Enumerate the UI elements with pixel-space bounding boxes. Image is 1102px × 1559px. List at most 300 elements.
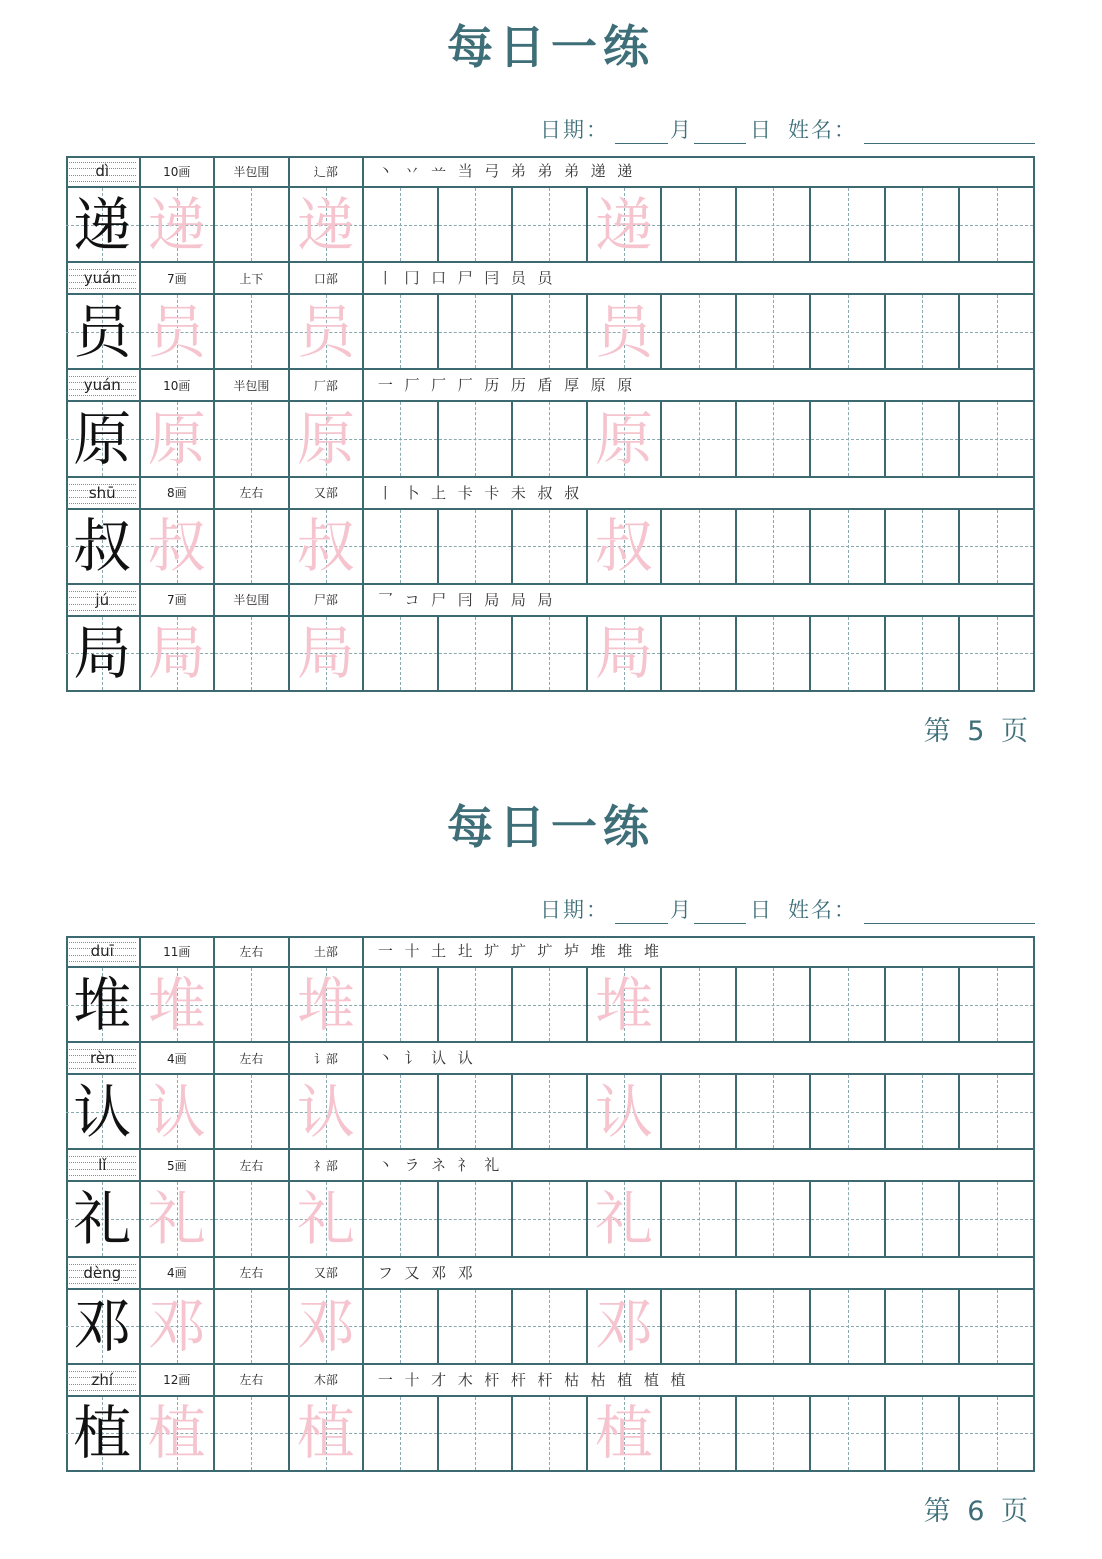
stroke-step: 未 xyxy=(510,483,526,502)
model-character: 邓 xyxy=(73,1292,132,1361)
character-block xyxy=(66,1258,1035,1365)
structure: 左右 xyxy=(239,1373,264,1388)
trace-character: 礼 xyxy=(595,1184,654,1253)
practice-cell xyxy=(811,1182,886,1257)
practice-cell xyxy=(811,295,886,370)
stroke-count: 7画 xyxy=(166,593,187,608)
practice-cell xyxy=(811,402,886,477)
structure: 左右 xyxy=(239,1266,264,1281)
stroke-step: 又 xyxy=(404,1263,420,1282)
trace-character: 原 xyxy=(147,404,206,473)
page-number: 第 5 页 xyxy=(923,716,1032,747)
trace-character-cell xyxy=(588,1182,663,1257)
trace-character-cell xyxy=(290,402,365,477)
practice-cell xyxy=(513,510,588,585)
stroke-step: 尸 xyxy=(431,590,447,609)
trace-character-cell xyxy=(141,402,216,477)
stroke-step: 䒑 xyxy=(431,162,447,180)
trace-character-cell xyxy=(588,188,663,263)
stroke-count: 5画 xyxy=(166,1158,187,1173)
practice-cell xyxy=(886,188,961,263)
stroke-step: 递 xyxy=(617,162,633,180)
stroke-count-cell xyxy=(141,263,216,295)
trace-character: 植 xyxy=(296,1399,355,1468)
stroke-count-cell xyxy=(141,1043,216,1075)
practice-cell xyxy=(513,617,588,692)
stroke-count-cell xyxy=(141,1258,216,1290)
trace-character-cell xyxy=(588,617,663,692)
radical-cell xyxy=(290,1365,365,1397)
stroke-step: 丨 xyxy=(377,269,393,288)
trace-character-cell xyxy=(588,1397,663,1472)
trace-character: 植 xyxy=(595,1399,654,1468)
trace-character-cell xyxy=(141,1290,216,1365)
stroke-step: 历 xyxy=(484,376,500,395)
stroke-step: 丨 xyxy=(377,483,393,502)
character-block xyxy=(66,585,1035,692)
trace-character: 植 xyxy=(147,1399,206,1468)
trace-character: 原 xyxy=(595,404,654,473)
character-block xyxy=(66,1365,1035,1472)
pinyin: dì xyxy=(95,162,110,180)
pinyin-cell xyxy=(66,156,141,188)
pinyin-cell xyxy=(66,1258,141,1290)
pinyin: yuán xyxy=(83,269,121,288)
stroke-count: 4画 xyxy=(166,1051,187,1066)
practice-cell xyxy=(662,1397,737,1472)
model-character-cell xyxy=(66,1075,141,1150)
pinyin-cell xyxy=(66,1043,141,1075)
stroke-step: 弓 xyxy=(484,162,500,180)
practice-cell xyxy=(662,402,737,477)
trace-character-cell xyxy=(290,1075,365,1150)
stroke-step: 冃 xyxy=(457,590,473,609)
model-character-cell xyxy=(66,188,141,263)
stroke-step: 递 xyxy=(590,162,606,180)
trace-character: 堆 xyxy=(296,970,355,1039)
stroke-step: ラ xyxy=(404,1156,420,1175)
practice-cell xyxy=(364,295,439,370)
structure: 左右 xyxy=(239,486,264,501)
day-blank xyxy=(694,143,746,144)
trace-character-cell xyxy=(141,188,216,263)
radical: 厂部 xyxy=(313,378,338,393)
stroke-count: 4画 xyxy=(166,1266,187,1281)
practice-cell xyxy=(364,1075,439,1150)
radical-cell xyxy=(290,1043,365,1075)
model-character-cell xyxy=(66,295,141,370)
model-character: 认 xyxy=(73,1077,132,1146)
practice-cell xyxy=(364,510,439,585)
stroke-step: ネ xyxy=(431,1156,447,1175)
model-character-cell xyxy=(66,1397,141,1472)
structure: 半包围 xyxy=(233,164,270,179)
stroke-count-cell xyxy=(141,156,216,188)
trace-character: 邓 xyxy=(296,1292,355,1361)
page-number: 第 6 页 xyxy=(923,1496,1032,1527)
radical: 又部 xyxy=(313,486,338,501)
trace-character-cell xyxy=(290,1397,365,1472)
practice-cell xyxy=(737,1397,812,1472)
trace-character: 叔 xyxy=(595,512,654,581)
structure: 左右 xyxy=(239,1158,264,1173)
practice-cell xyxy=(886,1290,961,1365)
stroke-step: 上 xyxy=(431,483,447,502)
stroke-step: 员 xyxy=(510,269,526,288)
radical: 又部 xyxy=(313,1266,338,1281)
practice-cell xyxy=(215,510,290,585)
trace-character: 认 xyxy=(147,1077,206,1146)
stroke-order-cell xyxy=(364,1365,1035,1397)
name-blank xyxy=(864,923,1035,924)
character-block xyxy=(66,1150,1035,1257)
trace-character-cell xyxy=(290,510,365,585)
practice-cell xyxy=(737,1290,812,1365)
structure: 上下 xyxy=(239,271,264,286)
practice-cell xyxy=(662,968,737,1043)
trace-character-cell xyxy=(290,617,365,692)
stroke-step: 弟 xyxy=(564,162,580,180)
practice-cell xyxy=(737,510,812,585)
model-character-cell xyxy=(66,510,141,585)
practice-cell xyxy=(811,510,886,585)
practice-cell xyxy=(662,1182,737,1257)
stroke-order-cell xyxy=(364,478,1035,510)
practice-cell xyxy=(886,617,961,692)
stroke-step: 植 xyxy=(670,1370,686,1389)
model-character-cell xyxy=(66,1182,141,1257)
stroke-order-cell xyxy=(364,370,1035,402)
practice-cell xyxy=(886,402,961,477)
stroke-step: 局 xyxy=(510,590,526,609)
practice-cell xyxy=(960,510,1035,585)
practice-cell xyxy=(662,1075,737,1150)
stroke-step: 枯 xyxy=(564,1370,580,1389)
practice-cell xyxy=(215,968,290,1043)
trace-character: 递 xyxy=(595,190,654,259)
stroke-order-cell xyxy=(364,1150,1035,1182)
day-label: 日 xyxy=(750,118,773,142)
trace-character: 邓 xyxy=(147,1292,206,1361)
trace-character-cell xyxy=(141,617,216,692)
practice-cell xyxy=(811,1397,886,1472)
practice-cell xyxy=(439,510,514,585)
stroke-step: 厚 xyxy=(564,376,580,395)
practice-cell xyxy=(215,1397,290,1472)
pinyin: jú xyxy=(95,590,110,609)
stroke-step: 邓 xyxy=(457,1263,473,1282)
stroke-step: フ xyxy=(377,1263,393,1282)
practice-cell xyxy=(960,1182,1035,1257)
stroke-step: 丶 xyxy=(377,162,393,180)
stroke-count-cell xyxy=(141,585,216,617)
trace-character: 堆 xyxy=(595,970,654,1039)
stroke-step: 礻 xyxy=(457,1156,473,1175)
practice-cell xyxy=(513,402,588,477)
practice-cell xyxy=(364,968,439,1043)
practice-cell xyxy=(364,1290,439,1365)
date-label: 日期： xyxy=(540,898,609,922)
stroke-step: コ xyxy=(404,590,420,609)
practice-cell xyxy=(886,1075,961,1150)
model-character: 叔 xyxy=(73,512,132,581)
practice-cell xyxy=(811,1075,886,1150)
model-character: 礼 xyxy=(73,1184,132,1253)
practice-cell xyxy=(513,1397,588,1472)
trace-character-cell xyxy=(290,1182,365,1257)
pinyin: dèng xyxy=(83,1263,122,1282)
model-character-cell xyxy=(66,617,141,692)
stroke-count-cell xyxy=(141,478,216,510)
practice-cell xyxy=(886,510,961,585)
stroke-order-cell xyxy=(364,1043,1035,1075)
practice-cell xyxy=(439,1182,514,1257)
pinyin: zhí xyxy=(91,1370,114,1389)
radical: 辶部 xyxy=(313,164,338,179)
stroke-step: 圹 xyxy=(510,942,526,960)
structure-cell xyxy=(215,1258,290,1290)
stroke-step: 堆 xyxy=(590,942,606,960)
practice-cell xyxy=(513,1290,588,1365)
trace-character-cell xyxy=(290,188,365,263)
radical: 土部 xyxy=(313,944,338,959)
month-blank xyxy=(615,923,668,924)
name-label: 姓名： xyxy=(788,898,857,922)
stroke-step: 冃 xyxy=(484,269,500,288)
structure-cell xyxy=(215,478,290,510)
pinyin-cell xyxy=(66,585,141,617)
practice-cell xyxy=(513,1182,588,1257)
worksheet-page xyxy=(0,780,1102,1559)
stroke-step: 堆 xyxy=(643,942,659,960)
trace-character-cell xyxy=(588,1290,663,1365)
trace-character-cell xyxy=(290,968,365,1043)
stroke-count: 7画 xyxy=(166,271,187,286)
stroke-step: 原 xyxy=(590,376,606,395)
trace-character: 原 xyxy=(296,404,355,473)
stroke-order-cell xyxy=(364,1258,1035,1290)
pinyin-cell xyxy=(66,1150,141,1182)
stroke-step: 枯 xyxy=(590,1370,606,1389)
stroke-step: 口 xyxy=(431,269,447,288)
practice-cell xyxy=(513,188,588,263)
practice-cell xyxy=(662,510,737,585)
stroke-step: 厂 xyxy=(457,376,473,395)
stroke-step: 卡 xyxy=(484,483,500,502)
stroke-step: 杆 xyxy=(510,1370,526,1389)
stroke-step: 丶 xyxy=(377,1049,393,1068)
stroke-count: 11画 xyxy=(163,944,191,959)
stroke-step: 当 xyxy=(457,162,473,180)
stroke-order-cell xyxy=(364,936,1035,968)
stroke-step: 叔 xyxy=(564,483,580,502)
radical: 木部 xyxy=(313,1373,338,1388)
stroke-step: 卡 xyxy=(457,483,473,502)
character-block xyxy=(66,263,1035,370)
practice-cell xyxy=(215,1075,290,1150)
stroke-step: 圹 xyxy=(484,942,500,960)
practice-cell xyxy=(811,188,886,263)
trace-character: 递 xyxy=(296,190,355,259)
stroke-step: 叔 xyxy=(537,483,553,502)
stroke-count: 8画 xyxy=(166,486,187,501)
practice-cell xyxy=(215,402,290,477)
page-title: 每日一练 xyxy=(447,20,655,74)
practice-cell xyxy=(960,295,1035,370)
stroke-step: 土 xyxy=(431,942,447,960)
stroke-step: 丶 xyxy=(377,1156,393,1175)
stroke-step: 原 xyxy=(617,376,633,395)
trace-character: 局 xyxy=(595,619,654,688)
practice-grid xyxy=(66,156,1035,692)
radical-cell xyxy=(290,478,365,510)
stroke-order-cell xyxy=(364,263,1035,295)
radical-cell xyxy=(290,156,365,188)
radical: 口部 xyxy=(313,271,338,286)
practice-cell xyxy=(811,968,886,1043)
trace-character: 认 xyxy=(595,1077,654,1146)
practice-cell xyxy=(215,1290,290,1365)
trace-character-cell xyxy=(290,1290,365,1365)
model-character: 堆 xyxy=(73,970,132,1039)
trace-character: 局 xyxy=(147,619,206,688)
trace-character: 礼 xyxy=(296,1184,355,1253)
stroke-step: 圵 xyxy=(457,942,473,960)
practice-cell xyxy=(886,968,961,1043)
stroke-step: 杆 xyxy=(484,1370,500,1389)
model-character: 植 xyxy=(73,1399,132,1468)
stroke-step: 盾 xyxy=(537,376,553,395)
practice-cell xyxy=(737,1182,812,1257)
trace-character-cell xyxy=(141,510,216,585)
radical-cell xyxy=(290,1258,365,1290)
trace-character: 认 xyxy=(296,1077,355,1146)
name-label: 姓名： xyxy=(788,118,857,142)
trace-character-cell xyxy=(588,295,663,370)
stroke-step: 局 xyxy=(537,590,553,609)
practice-cell xyxy=(662,617,737,692)
stroke-step: 堆 xyxy=(617,942,633,960)
stroke-step: 一 xyxy=(377,1370,393,1389)
stroke-step: 礼 xyxy=(484,1156,500,1175)
structure: 左右 xyxy=(239,1051,264,1066)
stroke-step: 厂 xyxy=(404,376,420,395)
stroke-step: 讠 xyxy=(404,1049,420,1068)
trace-character: 员 xyxy=(147,297,206,366)
practice-cell xyxy=(364,617,439,692)
stroke-step: 局 xyxy=(484,590,500,609)
character-block xyxy=(66,478,1035,585)
stroke-step: 弟 xyxy=(510,162,526,180)
practice-cell xyxy=(513,968,588,1043)
model-character-cell xyxy=(66,968,141,1043)
month-label: 月 xyxy=(670,898,693,922)
pinyin: shū xyxy=(88,483,116,502)
practice-cell xyxy=(737,188,812,263)
stroke-step: 冂 xyxy=(404,269,420,288)
character-block xyxy=(66,936,1035,1043)
trace-character: 员 xyxy=(595,297,654,366)
stroke-step: 员 xyxy=(537,269,553,288)
radical: 礻部 xyxy=(313,1158,338,1173)
trace-character-cell xyxy=(141,1075,216,1150)
stroke-count-cell xyxy=(141,1150,216,1182)
trace-character-cell xyxy=(141,295,216,370)
practice-grid xyxy=(66,936,1035,1472)
practice-cell xyxy=(364,402,439,477)
practice-cell xyxy=(737,402,812,477)
model-character: 员 xyxy=(73,297,132,366)
stroke-order-cell xyxy=(364,156,1035,188)
practice-cell xyxy=(737,617,812,692)
practice-cell xyxy=(737,295,812,370)
practice-cell xyxy=(215,188,290,263)
practice-cell xyxy=(364,1182,439,1257)
structure-cell xyxy=(215,263,290,295)
radical: 讠部 xyxy=(313,1051,338,1066)
practice-cell xyxy=(811,617,886,692)
trace-character: 递 xyxy=(147,190,206,259)
practice-cell xyxy=(960,617,1035,692)
practice-cell xyxy=(513,295,588,370)
pinyin-cell xyxy=(66,1365,141,1397)
structure-cell xyxy=(215,1365,290,1397)
stroke-step: 圹 xyxy=(537,942,553,960)
practice-cell xyxy=(439,402,514,477)
stroke-step: 垆 xyxy=(564,942,580,960)
pinyin: yuán xyxy=(83,376,121,395)
stroke-count-cell xyxy=(141,1365,216,1397)
trace-character: 礼 xyxy=(147,1184,206,1253)
practice-cell xyxy=(439,1290,514,1365)
page-title: 每日一练 xyxy=(447,800,655,854)
structure-cell xyxy=(215,936,290,968)
trace-character: 叔 xyxy=(147,512,206,581)
practice-cell xyxy=(513,1075,588,1150)
stroke-step: 厂 xyxy=(431,376,447,395)
model-character: 原 xyxy=(73,404,132,473)
day-label: 日 xyxy=(750,898,773,922)
practice-cell xyxy=(215,295,290,370)
pinyin: lǐ xyxy=(98,1156,107,1175)
practice-cell xyxy=(439,188,514,263)
practice-cell xyxy=(886,1397,961,1472)
structure-cell xyxy=(215,585,290,617)
radical: 尸部 xyxy=(313,593,338,608)
trace-character: 叔 xyxy=(296,512,355,581)
stroke-step: 木 xyxy=(457,1370,473,1389)
month-blank xyxy=(615,143,668,144)
radical-cell xyxy=(290,936,365,968)
structure: 半包围 xyxy=(233,378,270,393)
trace-character: 邓 xyxy=(595,1292,654,1361)
structure-cell xyxy=(215,370,290,402)
structure: 半包围 xyxy=(233,593,270,608)
practice-cell xyxy=(737,968,812,1043)
stroke-step: 十 xyxy=(404,942,420,960)
radical-cell xyxy=(290,585,365,617)
stroke-step: 卜 xyxy=(404,483,420,502)
stroke-count: 12画 xyxy=(163,1373,191,1388)
name-blank xyxy=(864,143,1035,144)
practice-cell xyxy=(662,1290,737,1365)
trace-character-cell xyxy=(588,510,663,585)
worksheet-page xyxy=(0,0,1102,779)
pinyin-cell xyxy=(66,263,141,295)
structure-cell xyxy=(215,156,290,188)
practice-cell xyxy=(439,1397,514,1472)
character-block xyxy=(66,1043,1035,1150)
